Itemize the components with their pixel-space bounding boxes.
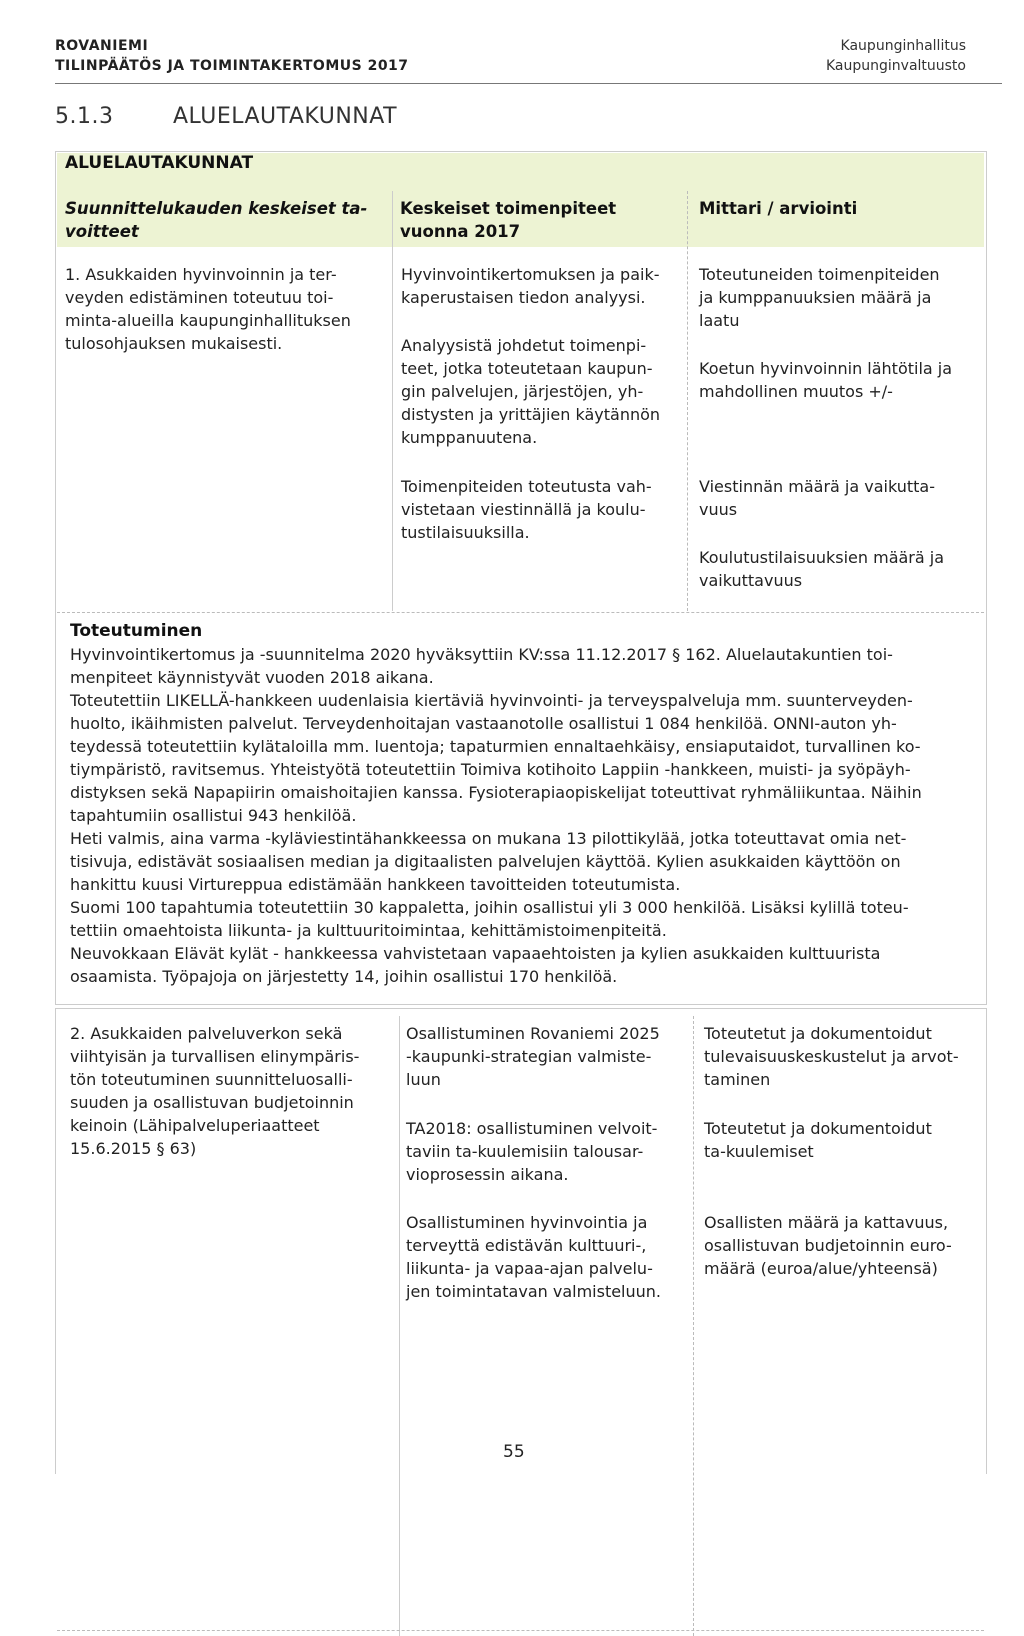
implementation-block [70, 620, 975, 988]
text-line: vistetaan viestinnällä ja koulu- [401, 500, 646, 519]
text-line: jen toimintatavan valmisteluun. [406, 1282, 662, 1301]
implementation-heading: Toteutuminen [70, 621, 203, 641]
text-line: Heti valmis, aina varma -kyläviestintähankkeessa on mukana 13 pilottikylää, jotka toteuttavat omia net- [70, 829, 907, 848]
text-line: teydessä toteutettiin kylätaloilla mm. luentoja; tapaturmien ennaltaehkäisy, ensiaputaidot, turvallinen ko- [70, 737, 921, 756]
goal-1-metric-3 [699, 475, 979, 521]
page-number: 55 [503, 1442, 525, 1462]
goal-1-action-3 [401, 475, 686, 544]
goal-1-metric-4 [699, 546, 979, 592]
goal-1-metric-1 [699, 263, 979, 332]
text-line: osallistuvan budjetoinnin euro- [704, 1236, 952, 1255]
row-divider [57, 612, 984, 613]
col-header-metrics [699, 197, 979, 220]
text-line: ta-kuulemiset [704, 1142, 814, 1161]
text-line: vioprosessin aikana. [406, 1165, 569, 1184]
text-line: TA2018: osallistuminen velvoit- [406, 1119, 658, 1138]
goal-1-action-2 [401, 334, 686, 449]
text-line: Toteutettiin LIKELLÄ-hankkeen uudenlaisia kiertäviä hyvinvointi- ja terveyspalveluja mm. suunterveyden- [70, 691, 913, 710]
goal-1-action-1 [401, 263, 686, 309]
text-line: osaamista. Työpajoja on järjestetty 14, joihin osallistui 170 henkilöä. [70, 967, 618, 986]
goal-2-action-2 [406, 1117, 691, 1186]
text-line: Koetun hyvinvoinnin lähtötila ja [699, 359, 953, 378]
text-line: distyksen sekä Napapiirin omaishoitajien kanssa. Fysioterapiaopiskelijat toteuttivat ryhmäliikuntaa. Näihin [70, 783, 922, 802]
text-line: keinoin (Lähipalveluperiaatteet [70, 1116, 320, 1135]
text-line: tulevaisuuskeskustelut ja arvot- [704, 1047, 959, 1066]
col-divider [392, 191, 393, 611]
text-line: taminen [704, 1070, 771, 1089]
col-divider [399, 1016, 400, 1636]
text-line: vuus [699, 500, 738, 519]
text-line: Hyvinvointikertomuksen ja paik- [401, 265, 660, 284]
text-line: minta-alueilla kaupunginhallituksen [65, 311, 351, 330]
text-line: Suomi 100 tapahtumia toteutettiin 30 kappaletta, joihin osallistui yli 3 000 henkilöä. Lisäksi kylillä toteu- [70, 898, 909, 917]
report-header [55, 36, 409, 76]
text-line: tiympäristö, ravitsemus. Yhteistyötä toteutettiin Toimiva kotihoito Lappiin -hankkeen, muisti- ja syöpäyh- [70, 760, 911, 779]
text-line: menpiteet käynnistyvät vuoden 2018 aikana. [70, 668, 434, 687]
goal-2-metric-1 [704, 1022, 984, 1091]
goal-2-action-3 [406, 1211, 691, 1303]
table-title: ALUELAUTAKUNNAT [65, 153, 254, 173]
text-line: vaikuttavuus [699, 571, 803, 590]
city-name: ROVANIEMI [55, 38, 149, 54]
report-title: TILINPÄÄTÖS JA TOIMINTAKERTOMUS 2017 [55, 58, 409, 74]
row-divider [57, 1630, 984, 1631]
text-line: 2. Asukkaiden palveluverkon sekä [70, 1024, 343, 1043]
text-line: luun [406, 1070, 441, 1089]
header-line: Keskeiset toimenpiteet [400, 199, 617, 218]
header-line: Suunnittelukauden keskeiset ta- [65, 199, 368, 218]
text-line: Osallistuminen Rovaniemi 2025 [406, 1024, 660, 1043]
col-header-goals [65, 197, 385, 243]
text-line: Analyysistä johdetut toimenpi- [401, 336, 647, 355]
col-divider [693, 1016, 694, 1636]
text-line: määrä (euroa/alue/yhteensä) [704, 1259, 938, 1278]
goal-2-text [70, 1022, 395, 1160]
text-line: gin palvelujen, järjestöjen, yh- [401, 382, 644, 401]
text-line: Neuvokkaan Elävät kylät - hankkeessa vahvistetaan vapaaehtoisten ja kylien asukkaiden kulttuurista [70, 944, 881, 963]
text-line: Viestinnän määrä ja vaikutta- [699, 477, 936, 496]
text-line: Koulutustilaisuuksien määrä ja [699, 548, 945, 567]
text-line: hankittu kuusi Virtureppua edistämään hankkeen tavoitteiden toteutumista. [70, 875, 681, 894]
text-line: laatu [699, 311, 740, 330]
goal-1-text [65, 263, 385, 355]
text-line: veyden edistäminen toteutuu toi- [65, 288, 334, 307]
header-line: Mittari / arviointi [699, 199, 858, 218]
text-line: liikunta- ja vapaa-ajan palvelu- [406, 1259, 653, 1278]
col-divider [687, 191, 688, 611]
goal-2-metric-2 [704, 1117, 984, 1163]
text-line: distysten ja yrittäjien käytännön [401, 405, 661, 424]
text-line: terveyttä edistävän kulttuuri-, [406, 1236, 647, 1255]
text-line: viihtyisän ja turvallisen elinympäris- [70, 1047, 360, 1066]
text-line: mahdollinen muutos +/- [699, 382, 893, 401]
text-line: Toimenpiteiden toteutusta vah- [401, 477, 652, 496]
text-line: Osallistuminen hyvinvointia ja [406, 1213, 648, 1232]
section-number: 5.1.3 [55, 104, 114, 129]
text-line: Osallisten määrä ja kattavuus, [704, 1213, 949, 1232]
text-line: Toteutetut ja dokumentoidut [704, 1119, 932, 1138]
text-line: tön toteutuminen suunnitteluosalli- [70, 1070, 353, 1089]
text-line: taviin ta-kuulemisiin talousar- [406, 1142, 644, 1161]
goal-1-metric-2 [699, 357, 979, 403]
text-line: tisivuja, edistävät sosiaalisen median ja digitaalisten palvelujen käyttöä. Kylien asukkaiden käyttöön on [70, 852, 901, 871]
goal-2-metric-3 [704, 1211, 984, 1280]
text-line: ja kumppanuuksien määrä ja [699, 288, 932, 307]
table-title-bar [57, 153, 984, 191]
text-line: tapahtumiin osallistui 943 henkilöä. [70, 806, 357, 825]
text-line: -kaupunki-strategian valmiste- [406, 1047, 652, 1066]
section-heading [55, 104, 397, 129]
section-title: ALUELAUTAKUNNAT [173, 104, 398, 129]
recipient-2: Kaupunginvaltuusto [825, 58, 966, 74]
text-line: Hyvinvointikertomus ja -suunnitelma 2020 hyväksyttiin KV:ssa 11.12.2017 § 162. Aluelautakuntien toi- [70, 645, 893, 664]
text-line: tulosohjauksen mukaisesti. [65, 334, 283, 353]
text-line: suuden ja osallistuvan budjetoinnin [70, 1093, 354, 1112]
text-line: tustilaisuuksilla. [401, 523, 530, 542]
header-line: voitteet [65, 222, 139, 241]
goal-2-action-1 [406, 1022, 691, 1091]
report-recipients [826, 36, 966, 76]
text-line: huolto, ikäihmisten palvelut. Terveydenhoitajan vastaanotolle osallistui 1 084 henkilöä. ONNI-auton yh- [70, 714, 897, 733]
text-line: kaperustaisen tiedon analyysi. [401, 288, 646, 307]
recipient-1: Kaupunginhallitus [840, 38, 966, 54]
header-line: vuonna 2017 [400, 222, 521, 241]
text-line: kumppanuutena. [401, 428, 538, 447]
col-header-actions [400, 197, 680, 243]
text-line: tettiin omaehtoista liikunta- ja kulttuuritoimintaa, kehittämistoimenpiteitä. [70, 921, 667, 940]
text-line: Toteutetut ja dokumentoidut [704, 1024, 932, 1043]
text-line: 15.6.2015 § 63) [70, 1139, 197, 1158]
text-line: 1. Asukkaiden hyvinvoinnin ja ter- [65, 265, 337, 284]
text-line: Toteutuneiden toimenpiteiden [699, 265, 940, 284]
text-line: teet, jotka toteutetaan kaupun- [401, 359, 653, 378]
header-divider [55, 83, 1002, 84]
